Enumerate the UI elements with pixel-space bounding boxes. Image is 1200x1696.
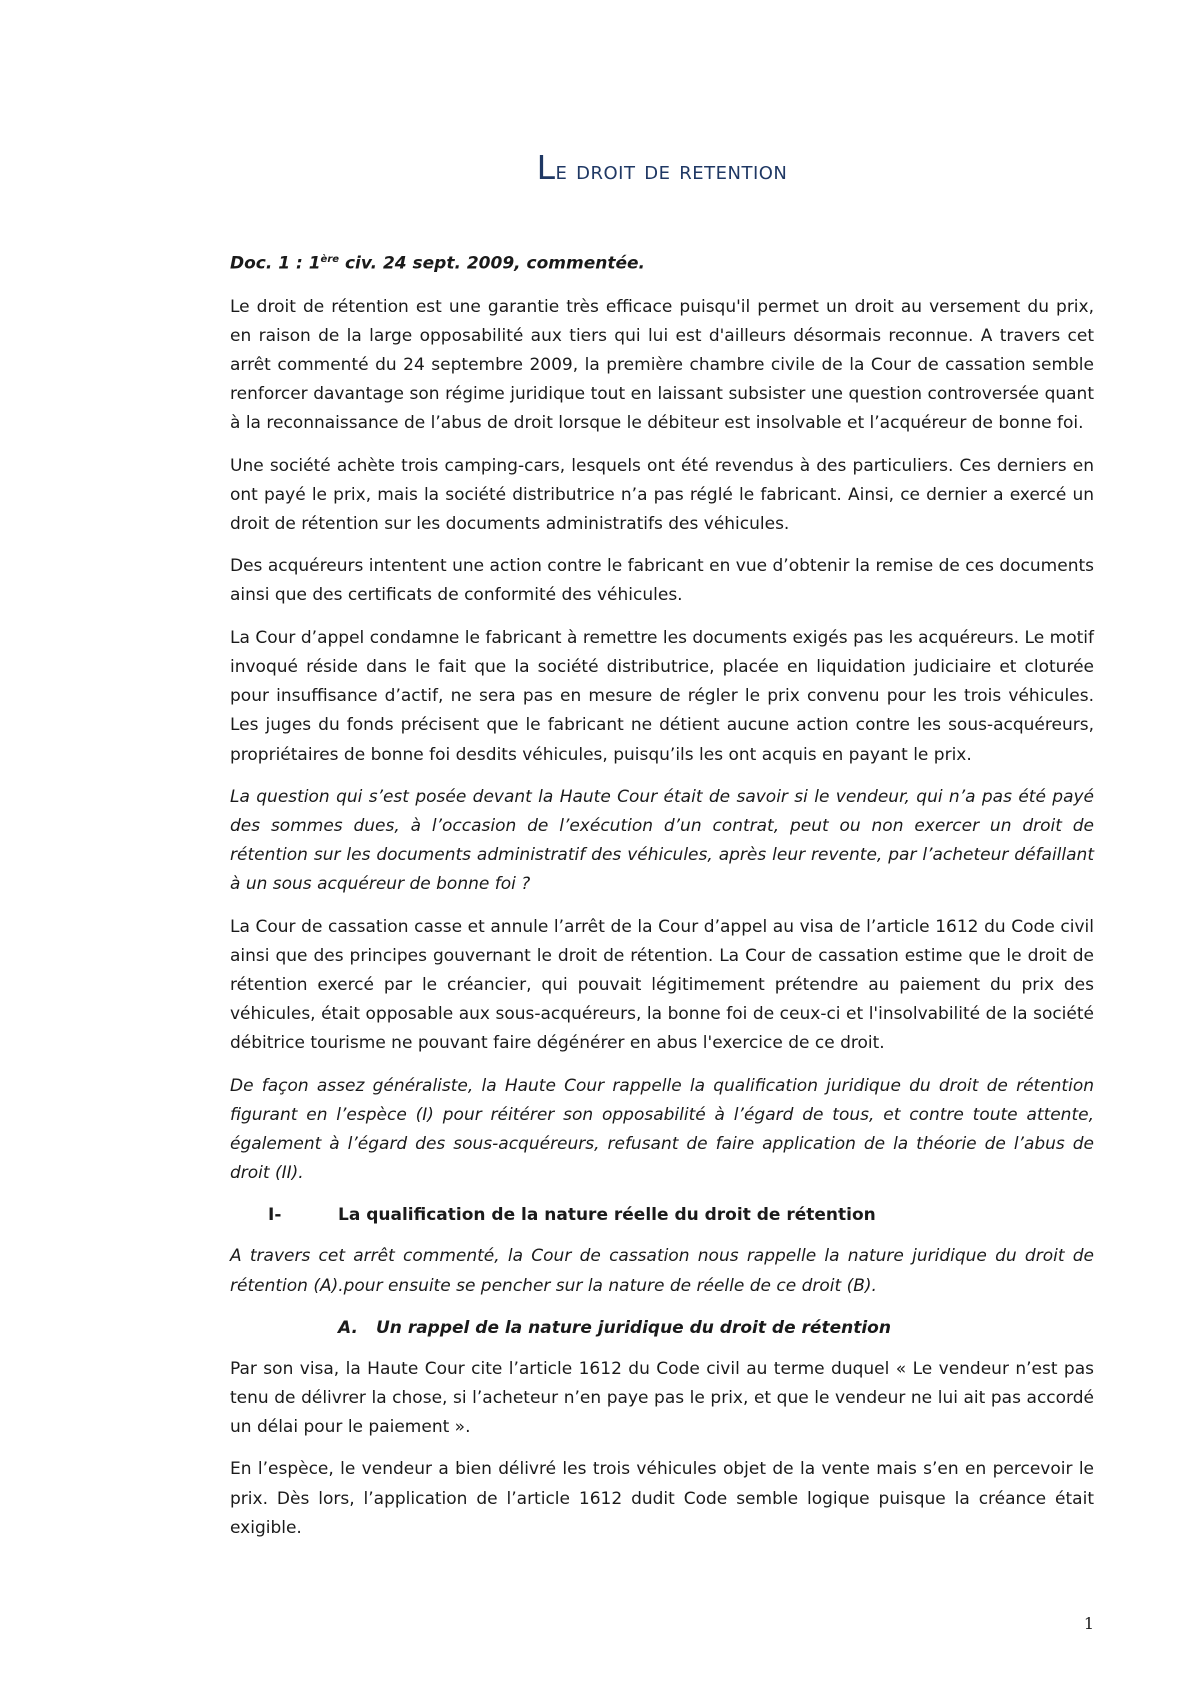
- document-reference: [230, 245, 1094, 279]
- section-heading-part-1: [230, 1201, 1094, 1230]
- page-title: [230, 148, 1094, 187]
- title-initial: L: [536, 148, 556, 187]
- doc-ref-suffix: civ. 24 sept. 2009, commentée.: [339, 253, 645, 274]
- section-number: I-: [268, 1205, 282, 1226]
- page-number: 1: [1083, 1614, 1094, 1633]
- application-paragraph: En l’espèce, le vendeur a bien délivré les trois véhicules objet de la vente mais s’en en percevoir le prix. Dès lors, l’application de l’article 1612 dudit Code semble logique puisque la créance était exigible.: [230, 1459, 1094, 1538]
- procedure-paragraph: Des acquéreurs intentent une action contre le fabricant en vue d’obtenir la remise de ces documents ainsi que des certificats de conformité des véhicules.: [230, 556, 1094, 606]
- section-title: La qualification de la nature réelle du droit de rétention: [338, 1205, 876, 1226]
- intro-paragraph: Le droit de rétention est une garantie très efficace puisqu'il permet un droit au versement du prix, en raison de la large opposabilité aux tiers qui lui est d'ailleurs désormais reconnue. A travers cet arrêt commenté du 24 septembre 2009, la première chambre civile de la Cour de cassation semble renforcer davantage son régime juridique tout en laissant subsister une question controversée quant à la reconnaissance de l’abus de droit lorsque le débiteur est insolvable et l’acquéreur de bonne foi.: [230, 296, 1094, 434]
- doc-ref-prefix: Doc. 1 : 1: [230, 253, 321, 274]
- facts-paragraph: Une société achète trois camping-cars, lesquels ont été revendus à des particuliers. Ces derniers en ont payé le prix, mais la société distributrice n’a pas réglé le fabricant. Ainsi, ce dernier a exercé un droit de rétention sur les documents administratifs des véhicules.: [230, 455, 1094, 535]
- article-citation-paragraph: Par son visa, la Haute Cour cite l’article 1612 du Code civil au terme duquel « Le vendeur n’est pas tenu de délivrer la chose, si l’acheteur n’en paye pas le prix, et que le vendeur ne lui ait pas accordé un délai pour le paiement ».: [230, 1358, 1094, 1438]
- doc-ref-superscript: ère: [320, 254, 340, 265]
- solution-paragraph: La Cour de cassation casse et annule l’arrêt de la Cour d’appel au visa de l’article 1612 du Code civil ainsi que des principes gouvernant le droit de rétention. La Cour de cassation estime que le droit de rétention exercé par le créancier, qui pouvait légitimement prétendre au paiement du prix des véhicules, était opposable aux sous-acquéreurs, la bonne foi de ceux-ci et l'insolvabilité de la société débitrice tourisme ne pouvant faire dégénérer en abus l'exercice de ce droit.: [230, 916, 1094, 1054]
- outline-paragraph: De façon assez généraliste, la Haute Cour rappelle la qualification juridique du droit de rétention figurant en l’espèce (I) pour réitérer son opposabilité à l’égard de tous, et contre toute attente, également à l’égard des sous-acquéreurs, refusant de faire application de la théorie de l’abus de droit (II).: [230, 1075, 1094, 1184]
- subsection-heading-a: [230, 1314, 1094, 1343]
- legal-question-paragraph: La question qui s’est posée devant la Haute Cour était de savoir si le vendeur, qui n’a pas été payé des sommes dues, à l’occasion de l’exécution d’un contrat, peut ou non exercer un droit de rétention sur les documents administratif des véhicules, après leur revente, par l’acheteur défaillant à un sous acquéreur de bonne foi ?: [230, 786, 1094, 895]
- subsection-number: A.: [338, 1317, 358, 1338]
- appeal-paragraph: La Cour d’appel condamne le fabricant à remettre les documents exigés pas les acquéreurs. Le motif invoqué réside dans le fait que la société distributrice, placée en liquidation judiciaire et cloturée pour insuffisance d’actif, ne sera pas en mesure de régler le prix convenu pour les trois véhicules. Les juges du fonds précisent que le fabricant ne détient aucune action contre les sous-acquéreurs, propriétaires de bonne foi desdits véhicules, puisqu’ils les ont acquis en payant le prix.: [230, 627, 1094, 765]
- title-rest: e droit de retention: [555, 156, 788, 186]
- subsection-title: Un rappel de la nature juridique du droit de rétention: [376, 1317, 891, 1338]
- section-intro-paragraph: A travers cet arrêt commenté, la Cour de cassation nous rappelle la nature juridique du droit de rétention (A).pour ensuite se pencher sur la nature de réelle de ce droit (B).: [230, 1246, 1094, 1296]
